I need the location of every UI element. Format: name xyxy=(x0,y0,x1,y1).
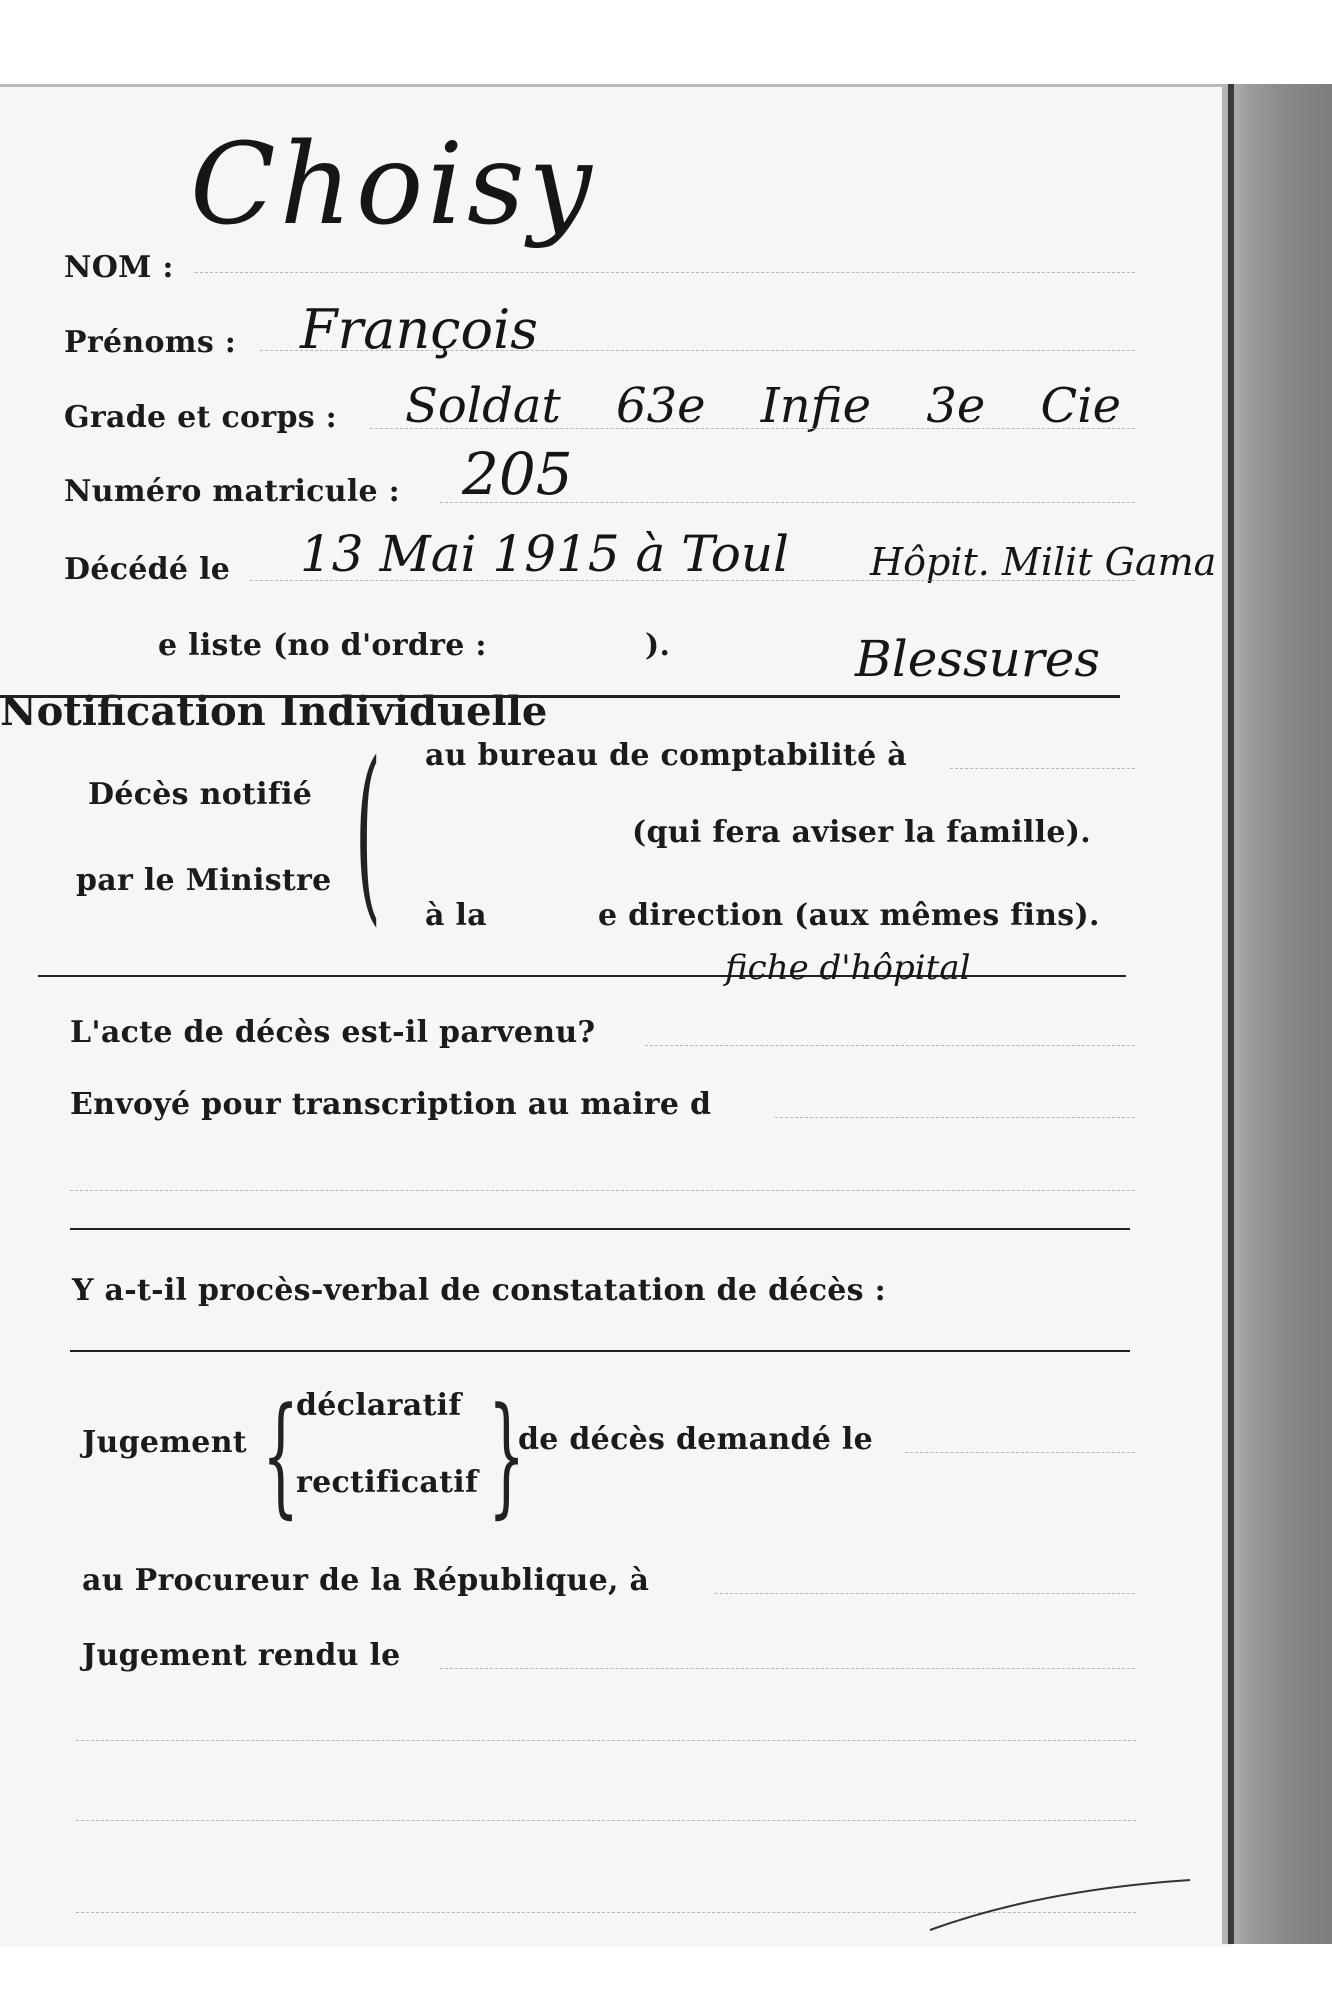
rendu-text: Jugement rendu le xyxy=(82,1638,401,1673)
declaratif-text: déclaratif xyxy=(296,1388,462,1423)
ministre-label: par le Ministre xyxy=(76,863,332,898)
demande-text: de décès demandé le xyxy=(518,1422,874,1457)
card-edge-shadow xyxy=(1222,84,1332,1944)
matricule-value: 205 xyxy=(462,440,573,508)
nom-value: Choisy xyxy=(190,120,596,250)
bureau-line xyxy=(950,768,1135,769)
procureur-text: au Procureur de la République, à xyxy=(82,1563,650,1598)
notifie-label: Décès notifié xyxy=(88,777,313,812)
decede-line xyxy=(250,580,1135,581)
prenoms-value: François xyxy=(300,298,538,361)
notification-brace: ( xyxy=(355,722,381,943)
liste-label: e liste (no d'ordre : xyxy=(158,628,487,663)
acte-question: L'acte de décès est-il parvenu? xyxy=(70,1015,596,1050)
a-la-text: à la xyxy=(425,898,487,933)
pen-stroke xyxy=(920,1860,1200,1940)
decede-place: Hôpit. Milit Gama xyxy=(870,540,1217,584)
famille-text: (qui fera aviser la famille). xyxy=(632,815,1091,850)
envoye-line xyxy=(775,1117,1135,1118)
jugement-brace-left: { xyxy=(262,1379,300,1531)
rendu-line xyxy=(440,1668,1135,1669)
decede-label: Décédé le xyxy=(64,552,231,587)
demande-line xyxy=(905,1452,1135,1453)
prenoms-line xyxy=(260,350,1135,351)
pv-rule xyxy=(70,1350,1130,1352)
blank-line-1 xyxy=(76,1740,1136,1741)
envoye-text: Envoyé pour transcription au maire d xyxy=(70,1087,712,1122)
notification-title: Notification Individuelle xyxy=(0,688,548,735)
decede-value: 13 Mai 1915 à Toul xyxy=(300,525,790,583)
jugement-label: Jugement xyxy=(82,1425,247,1460)
envoye-line-2 xyxy=(70,1190,1135,1191)
grade-value: Soldat 63e Infie 3e Cie xyxy=(405,378,1122,434)
acte-line xyxy=(645,1045,1135,1046)
nom-label: NOM : xyxy=(64,250,174,285)
cause-value: Blessures xyxy=(855,630,1100,688)
annotation: fiche d'hôpital xyxy=(725,948,971,988)
pv-question: Y a-t-il procès-verbal de constatation de décès : xyxy=(72,1273,886,1308)
grade-label: Grade et corps : xyxy=(64,400,338,435)
liste-close: ). xyxy=(645,628,671,663)
nom-line xyxy=(195,272,1135,273)
notification-rule xyxy=(0,695,1120,698)
procureur-line xyxy=(715,1593,1135,1594)
bureau-text: au bureau de comptabilité à xyxy=(425,738,907,773)
blank-line-2 xyxy=(76,1820,1136,1821)
card-edge-border xyxy=(1228,84,1234,1944)
jugement-brace-right: } xyxy=(488,1379,526,1531)
acte-rule xyxy=(70,1228,1130,1230)
grade-line xyxy=(370,428,1135,429)
prenoms-label: Prénoms : xyxy=(64,325,237,360)
matricule-label: Numéro matricule : xyxy=(64,474,401,509)
rectificatif-text: rectificatif xyxy=(296,1465,479,1500)
direction-text: e direction (aux mêmes fins). xyxy=(598,898,1100,933)
matricule-line xyxy=(440,502,1135,503)
